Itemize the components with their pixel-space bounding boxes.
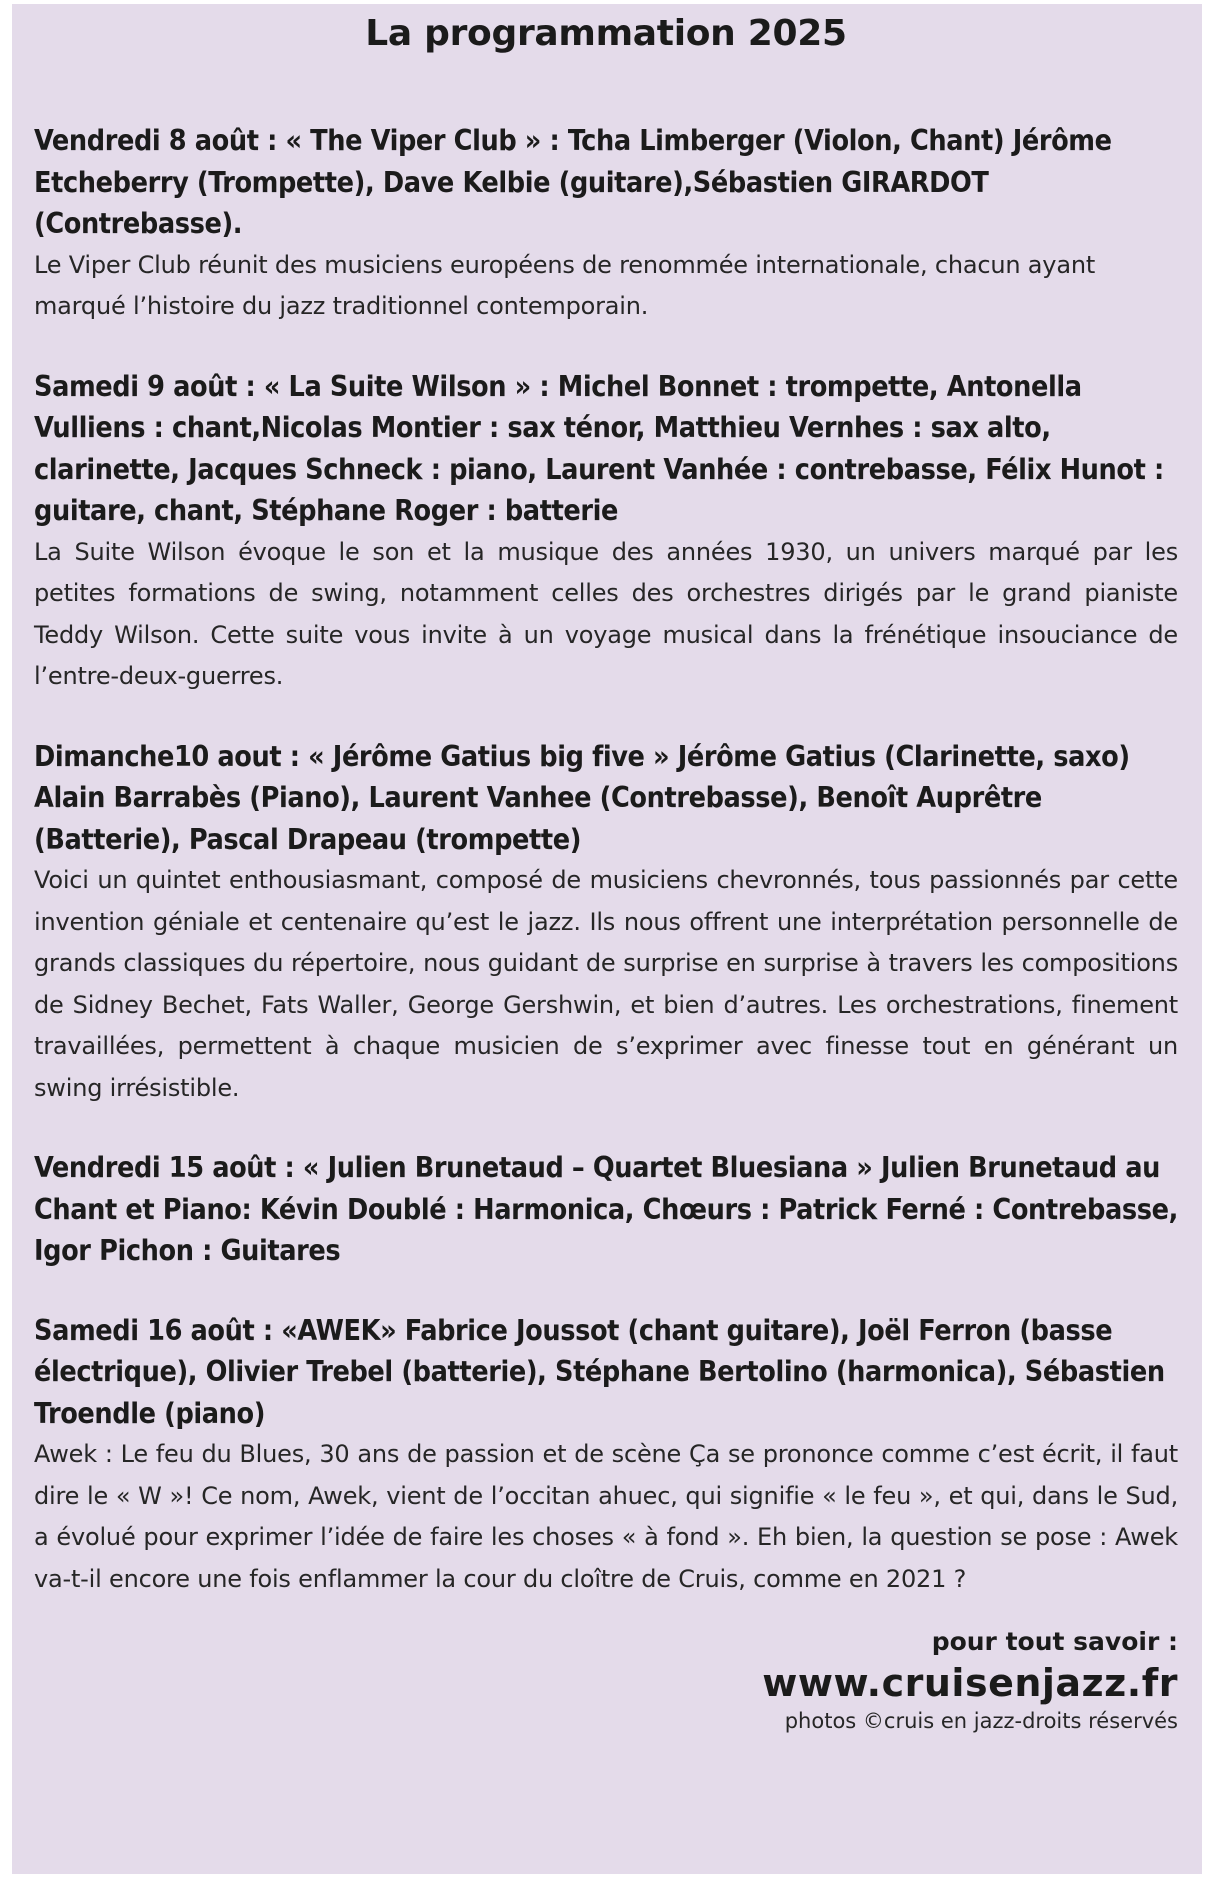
event-heading: Vendredi 15 août : « Julien Brunetaud – Quartet Bluesiana » Julien Brunetaud au Chant et Piano: Kévin Doublé : Harmonica, Chœurs : Patrick Ferné : Contrebasse, Igor Pichon : Guitares	[34, 1151, 1178, 1267]
website-link[interactable]: www.cruisenjazz.fr	[762, 1661, 1178, 1705]
event-description: Le Viper Club réunit des musiciens européens de renommée internationale, chacun ayant marqué l’histoire du jazz traditionnel contemporain.	[34, 250, 1096, 320]
event-heading: Samedi 16 août : «AWEK» Fabrice Joussot (chant guitare), Joël Ferron (basse électrique), Olivier Trebel (batterie), Stéphane Bertolino (harmonica), Sébastien Troendle (piano)	[34, 1313, 1165, 1430]
footer	[34, 1624, 1178, 1736]
event-description: Voici un quintet enthousiasmant, composé de musiciens chevronnés, tous passionnés par cette invention géniale et centenaire qu’est le jazz. Ils nous offrent une interprétation personnelle de grands classiques du répertoire, nous guidant de surprise en surprise à travers les compositions de Sidney Bechet, Fats Waller, George Gershwin, et bien d’autres. Les orchestrations, finement travaillées, permettent à chaque musicien de s’exprimer avec finesse tout en générant un swing irrésistible.	[34, 866, 1178, 1102]
event-suite-wilson	[34, 366, 1178, 698]
event-viper-club	[34, 120, 1178, 328]
event-description: Awek : Le feu du Blues, 30 ans de passion et de scène Ça se prononce comme c’est écrit, il faut dire le « W »! Ce nom, Awek, vient de l’occitan ahuec, qui signifie « le feu », et qui, dans le Sud, a évolué pour exprimer l’idée de faire les choses « à fond ». Eh bien, la question se pose : Awek va-t-il encore une fois enflammer la cour du cloître de Cruis, comme en 2021 ?	[34, 1440, 1178, 1593]
event-heading: Vendredi 8 août : « The Viper Club » : Tcha Limberger (Violon, Chant) Jérôme Etcheberry (Trompette), Dave Kelbie (guitare),Sébastien GIRARDOT (Contrebasse).	[34, 124, 1112, 240]
event-brunetaud-bluesiana	[34, 1147, 1178, 1272]
event-heading: Dimanche10 aout : « Jérôme Gatius big five » Jérôme Gatius (Clarinette, saxo) Alain Barrabès (Piano), Laurent Vanhee (Contrebasse), Benoît Auprêtre (Batterie), Pascal Drapeau (trompette)	[34, 739, 1130, 856]
photo-credit: photos ©cruis en jazz-droits réservés	[784, 1709, 1178, 1733]
footer-lead: pour tout savoir :	[931, 1627, 1178, 1656]
event-heading: Samedi 9 août : « La Suite Wilson » : Michel Bonnet : trompette, Antonella Vulliens : chant,Nicolas Montier : sax ténor, Matthieu Vernhes : sax alto, clarinette, Jacques Schneck : piano, Laurent Vanhée : contrebasse, Félix Hunot : guitare, chant, Stéphane Roger : batterie	[34, 369, 1164, 527]
program-sheet	[12, 4, 1202, 1874]
page-title: La programmation 2025	[365, 13, 847, 54]
event-awek	[34, 1310, 1178, 1601]
event-gatius-big-five	[34, 736, 1178, 1110]
event-description: La Suite Wilson évoque le son et la musique des années 1930, un univers marqué par les petites formations de swing, notamment celles des orchestres dirigés par le grand pianiste Teddy Wilson. Cette suite vous invite à un voyage musical dans la frénétique insouciance de l’entre-deux-guerres.	[34, 537, 1178, 690]
